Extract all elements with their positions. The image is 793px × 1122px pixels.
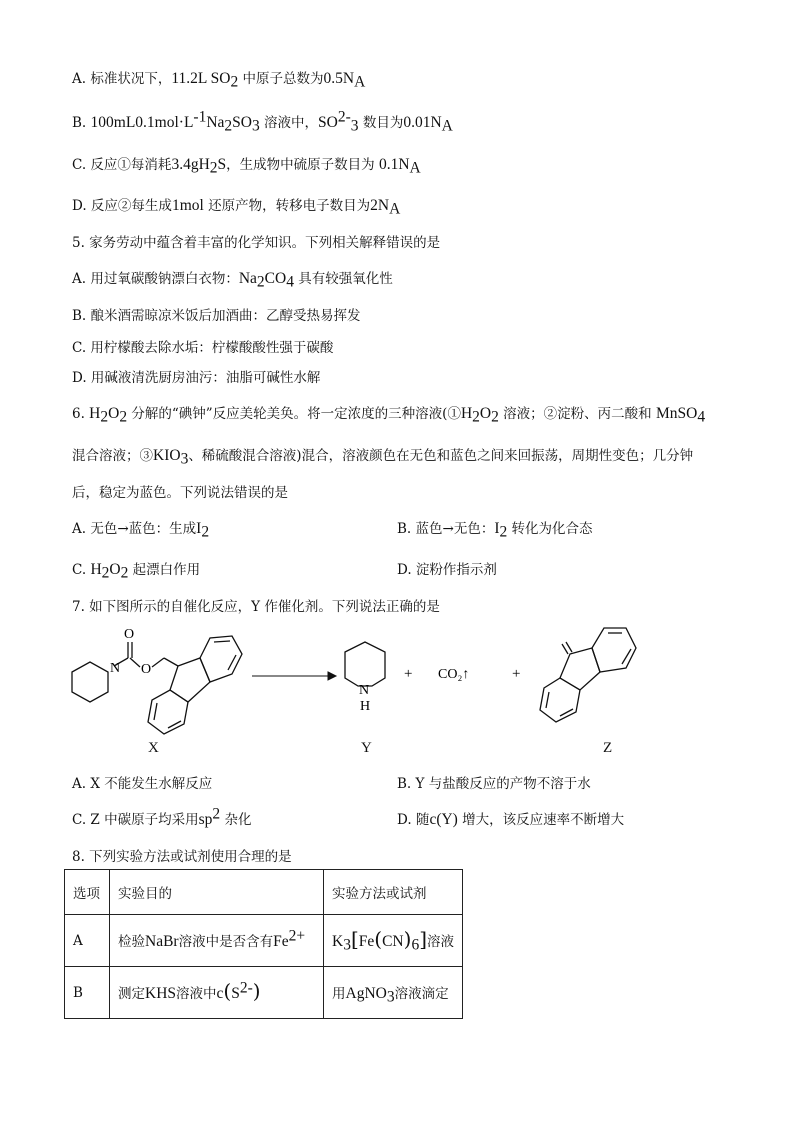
q8-stem: 8. 下列实验方法或试剂使用合理的是 [72,849,292,865]
plus-2: + [512,666,521,682]
q7-option-b: B. Y 与盐酸反应的产物不溶于水 [397,776,591,792]
label-x: X [148,740,159,756]
q7-c-text2: 杂化 [220,812,252,828]
q6-c-s2: 2 [120,564,129,582]
q4-b-text2: 溶液中， [259,115,319,131]
row-a-method: $K_3[Fe(CN)_6]$溶液 [324,915,463,967]
co2-label: CO₂↑ [438,667,470,682]
q4-d-sub2: A [389,200,401,218]
q6-b-s: 2 [499,523,508,541]
q6-l1-f1: H [89,405,101,422]
plus-1: + [404,666,413,682]
q6-l2-s1: 3 [180,450,189,468]
q6-l1-s4: 2 [491,408,499,426]
table-header-row [65,870,463,915]
row-a-fe: Fe [358,933,375,950]
q7-d-text: D. 随 [397,812,430,828]
row-a-goal-sup: 2+ [288,927,306,945]
row-b-method-text2: 溶液滴定 [394,986,449,1002]
q6-l1-s1: 2 [100,408,109,426]
q6-l1-s3: 2 [472,408,480,426]
q5-a-sub1: 2 [256,273,265,291]
q7-option-a: A. X 不能发生水解反应 [72,776,213,792]
q7-stem: 7. 如下图所示的自催化反应，Y 作催化剂。下列说法正确的是 [72,599,440,615]
q4-d-text2: 还原产物，转移电子数目为 [203,198,371,214]
q6-l1-f4: O [479,405,492,422]
q6-l1-text2: 分解的“碘钟”反应美轮美奂。将一定浓度的三种溶液(① [127,406,461,422]
z-upper-benzene [592,628,636,672]
q6-c-f1: H [90,561,102,578]
q6-option-b [397,520,593,541]
q4-b-sub5: A [441,117,453,135]
row-b-goal-s: S [231,985,240,1002]
q5-option-d: D. 用碱液清洗厨房油污：油脂可碱性水解 [72,370,321,386]
q4-c-formula3: 0.1N [378,156,410,173]
q4-b-sub3: 3 [252,117,260,135]
label-y: Y [361,740,372,756]
q4-d-formula2: 2N [370,197,390,214]
q4-b-formula5: 0.01N [403,114,442,131]
q4-c-text2: ，生成物中硫原子数目为 [226,157,379,173]
row-a-goal-text2: 溶液中是否含有 [178,934,274,950]
row-a-goal [110,915,324,967]
q4-b-text3: 数目为 [358,115,404,131]
q4-b-formula3: SO [232,114,252,131]
q4-b-sub2: 2 [224,117,233,135]
q4-c-formula1: 3.4gH [171,156,210,173]
row-a-cn-sub: 6 [411,936,420,954]
q6-l1-s2: 2 [119,408,128,426]
label-z: Z [603,740,613,756]
row-b-goal-text: 测定 [118,986,145,1002]
x-o-atom: O [124,627,135,642]
x-ch2-c9-bond [164,658,178,666]
q4-option-c [72,156,421,177]
q4-b-sub4: 3 [350,117,359,135]
q4-d-formula1: 1mol [171,197,204,214]
q6-a-text: A. 无色→蓝色：生成 [72,521,197,537]
q7-d-text2: 增大，该反应速率不断增大 [457,812,625,828]
q6-l1-text3: 溶液；②淀粉、丙二酸和 [498,406,656,422]
q6-l1-s5: 4 [697,408,706,426]
y-piperidine-ring [345,642,385,686]
q6-b-text: B. 蓝色→无色： [397,521,495,537]
q7-c-text: C. Z 中碳原子均采用 [72,812,199,828]
q6-stem-line3: 后，稳定为蓝色。下列说法错误的是 [72,485,288,501]
q4-a-text2: 中原子总数为 [238,71,324,87]
q5-option-b: B. 酿米酒需晾凉米饭后加酒曲：乙醇受热易挥发 [72,308,361,324]
q6-option-c [72,561,201,582]
header-method: 实验方法或试剂 [324,870,463,915]
q4-b-text: B. [72,115,91,131]
q4-b-formula4: SO [318,114,338,131]
q6-b-f: I [494,520,500,537]
q5-a-text: A. 用过氧碳酸钠漂白衣物： [72,271,239,287]
reaction-arrow [252,672,336,680]
q4-option-a [72,70,366,91]
q7-option-c [72,805,252,829]
row-b-method-f: AgNO [345,985,387,1002]
row-b-goal-c: c [216,985,224,1002]
q4-a-text: A. 标准状况下， [72,71,172,87]
q4-b-sup1: -1 [193,108,207,126]
q4-c-formula2: S [217,156,227,173]
row-b-goal: 测定KHS溶液中$c(S^{2-})$ [110,967,324,1019]
q6-l1-f5: MnSO [655,405,698,422]
q5-option-a [72,270,393,291]
q5-option-c: C. 用柠檬酸去除水垢：柠檬酸酸性强于碳酸 [72,340,334,356]
q5-a-text2: 具有较强氧化性 [293,271,393,287]
q4-c-sub1: 2 [209,159,218,177]
q4-a-sub2: A [354,73,366,91]
row-b-method-text: 用 [332,986,346,1002]
table-row [65,967,463,1019]
row-b-goal-text2: 溶液中 [176,986,217,1002]
header-goal: 实验目的 [110,870,324,915]
q6-a-f: I [196,520,202,537]
y-n-atom: N [359,683,370,698]
z-exocyclic-double-bond [562,644,568,654]
molecule-y [345,642,385,686]
q4-a-sub: 2 [230,73,239,91]
q5-a-formula2: CO [264,270,287,287]
row-b-option: B [65,967,110,1019]
x-ester-o-atom: O [141,662,152,677]
q7-c-sup: 2 [212,805,221,823]
x-n-atom: N [110,661,121,676]
q4-a-formula: 11.2L SO [171,70,231,87]
row-a-k-sub: 3 [343,936,351,954]
q6-l1-f3: H [460,405,473,422]
q4-d-text: D. 反应②每生成 [72,198,172,214]
q4-option-d [72,197,401,218]
y-h-atom: H [360,699,371,714]
q4-option-b [72,108,453,135]
q6-c-text: C. [72,562,91,578]
q6-option-a [72,520,210,541]
q6-c-s1: 2 [101,564,110,582]
molecule-z [540,628,636,722]
q6-c-f2: O [109,561,121,578]
row-a-goal-f: NaBr [145,933,179,950]
q7-option-d [397,811,624,829]
reaction-scheme [60,622,740,762]
row-b-method-sub: 3 [386,988,395,1006]
row-a-k: K [332,933,344,950]
row-a-cn: CN [382,933,404,950]
q4-c-sub3: A [409,159,421,177]
q4-b-sup4: 2- [337,108,351,126]
q6-b-text2: 转化为化合态 [507,521,593,537]
q7-c-f: sp [198,811,213,828]
q6-l1-text: 6. [72,406,90,422]
q6-stem-line2 [72,447,694,468]
table-row [65,915,463,967]
row-b-method [324,967,463,1019]
q4-c-text: C. 反应①每消耗 [72,157,172,173]
x-piperidine-ring [72,662,108,702]
q6-c-text2: 起漂白作用 [128,562,201,578]
q6-stem-line1 [72,405,706,426]
x-upper-benzene [200,636,242,682]
q4-b-formula1: 100mL0.1mol·L [90,114,194,131]
q4-b-formula2: Na [206,114,225,131]
x-o-ch2-bond [152,658,164,667]
q6-a-s: 2 [201,523,210,541]
row-a-method-text: 溶液 [427,934,454,950]
header-option: 选项 [65,870,110,915]
q6-l2-f1: KIO [153,447,181,464]
q6-l2-text: 混合溶液；③ [72,448,153,464]
q4-a-formula2: 0.5N [323,70,355,87]
q5-stem: 5. 家务劳动中蕴含着丰富的化学知识。下列相关解释错误的是 [72,235,441,251]
row-a-goal-f2: Fe [273,933,289,950]
row-b-goal-f: KHS [145,985,177,1002]
q5-a-sub2: 4 [286,273,294,291]
row-a-option: A [65,915,110,967]
q6-l1-f2: O [108,405,120,422]
q7-d-f: c(Y) [429,811,458,828]
x-c-o-bond [130,658,140,667]
experiment-table [64,869,463,1019]
row-a-goal-text: 检验 [118,934,145,950]
q6-option-d: D. 淀粉作指示剂 [397,562,497,578]
row-b-goal-sup: 2- [239,979,253,997]
molecule-x [72,636,242,734]
q6-l2-text2: 、稀硫酸混合溶液)混合，溶液颜色在无色和蓝色之间来回振荡，周期性变色；几分钟 [188,448,694,464]
q5-a-formula1: Na [238,270,257,287]
